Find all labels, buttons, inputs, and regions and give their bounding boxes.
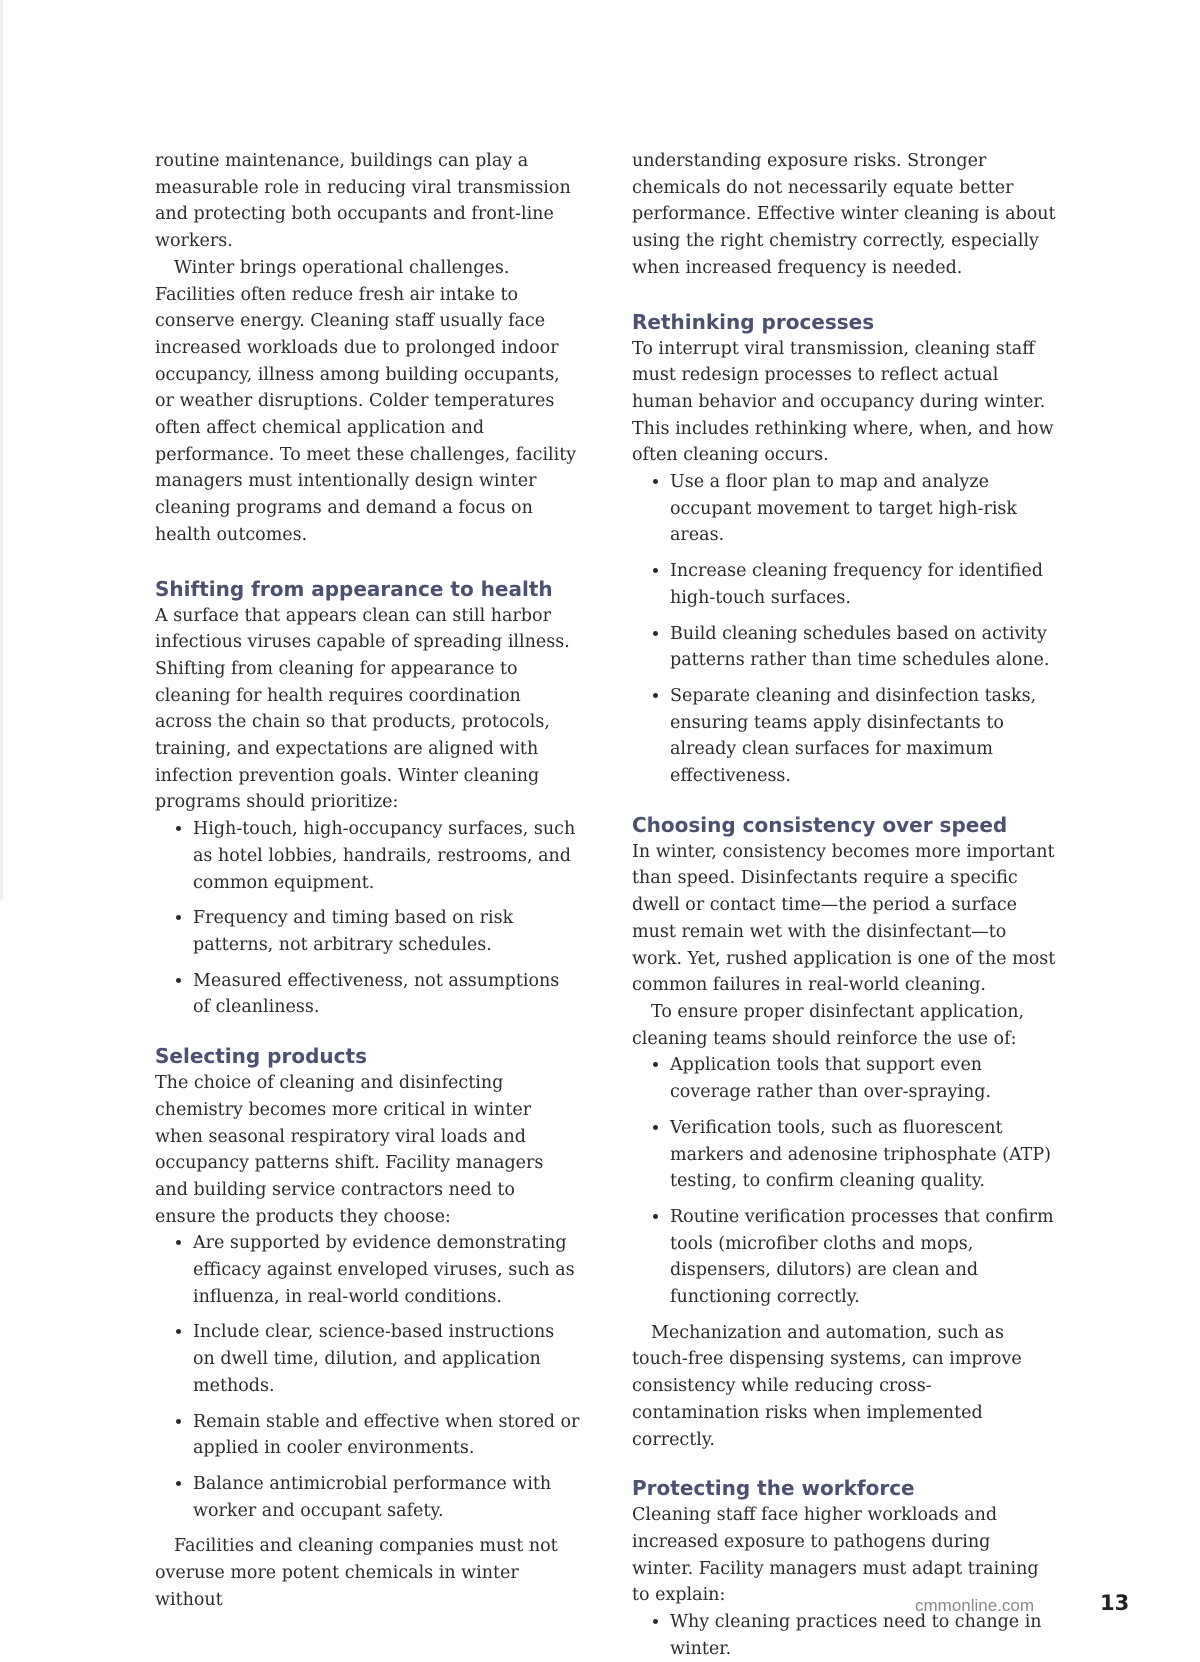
paragraph: Cleaning staff face higher workloads and increased exposure to pathogens during winter. Facility managers must adapt training to explain: — [632, 1505, 1039, 1606]
page-edge — [0, 0, 3, 900]
paragraph: To ensure proper disinfectant application, cleaning teams should reinforce the use of: — [632, 1001, 1025, 1049]
footer-url: cmmonline.com — [915, 1596, 1035, 1615]
list-item: • Use a floor plan to map and analyze occupant movement to target high-risk areas. — [670, 469, 1057, 549]
section-heading-workforce: Protecting the workforce — [632, 1476, 915, 1501]
list-item: • Frequency and timing based on risk patterns, not arbitrary schedules. — [193, 905, 580, 958]
list-item: • Are supported by evidence demonstrating efficacy against enveloped viruses, such as influenza, in real-world conditions. — [193, 1230, 580, 1310]
paragraph: A surface that appears clean can still harbor infectious viruses capable of spreading illness. Shifting from cleaning for appearance to cleaning for health requires coordination across the chain so that products, protocols, training, and expectations are aligned with infection prevention goals. Winter cleaning programs should prioritize: — [155, 605, 570, 813]
right-column — [632, 148, 1057, 1662]
list-item: • Remain stable and effective when stored or applied in cooler environments. — [193, 1409, 580, 1462]
paragraph: The choice of cleaning and disinfecting chemistry becomes more critical in winter when seasonal respiratory viral loads and occupancy patterns shift. Facility managers and building service contractors need to ensure the products they choose: — [155, 1073, 544, 1227]
paragraph: To interrupt viral transmission, cleaning staff must redesign processes to reflect actual human behavior and occupancy during winter. This includes rethinking where, when, and how often cleaning occurs. — [632, 338, 1054, 466]
list-item: • Separate cleaning and disinfection tasks, ensuring teams apply disinfectants to already clean surfaces for maximum effectiveness. — [670, 683, 1057, 790]
bullet-list-consistency — [632, 1052, 1057, 1310]
list-item: • Include clear, science-based instructions on dwell time, dilution, and application methods. — [193, 1319, 580, 1399]
section-heading-rethinking: Rethinking processes — [632, 309, 875, 334]
list-item: • Balance antimicrobial performance with worker and occupant safety. — [193, 1471, 580, 1524]
page-number: 13 — [1100, 1591, 1130, 1615]
list-item: • Why cleaning practices need to change in winter. — [670, 1609, 1057, 1662]
paragraph: routine maintenance, buildings can play a measurable role in reducing viral transmission and protecting both occupants and front-line workers. — [155, 151, 571, 252]
bullet-list-workforce — [632, 1609, 1057, 1662]
left-column — [155, 148, 580, 1613]
section-heading-shifting: Shifting from appearance to health — [155, 576, 553, 601]
paragraph: Winter brings operational challenges. Facilities often reduce fresh air intake to conserve energy. Cleaning staff usually face increased workloads due to prolonged indoor occupancy, illness among building occupants, or weather disruptions. Colder temperatures often affect chemical application and performance. To meet these challenges, facility managers must intentionally design winter cleaning programs and demand a focus on health outcomes. — [155, 257, 577, 545]
list-item: • Application tools that support even coverage rather than over-spraying. — [670, 1052, 1057, 1105]
paragraph: In winter, consistency becomes more important than speed. Disinfectants require a specific dwell or contact time—the period a surface must remain wet with the disinfectant—to work. Yet, rushed application is one of the most common failures in real-world cleaning. — [632, 841, 1056, 996]
bullet-list-products — [155, 1230, 580, 1524]
list-item: • Verification tools, such as fluorescent markers and adenosine triphosphate (ATP) testing, to confirm cleaning quality. — [670, 1115, 1057, 1195]
list-item: • Measured effectiveness, not assumptions of cleanliness. — [193, 968, 580, 1021]
list-item: • Routine verification processes that confirm tools (microfiber cloths and mops, dispensers, dilutors) are clean and functioning correctly. — [670, 1204, 1057, 1311]
list-item: • Increase cleaning frequency for identified high-touch surfaces. — [670, 558, 1057, 611]
section-heading-consistency: Choosing consistency over speed — [632, 812, 1008, 837]
bullet-list-shifting — [155, 816, 580, 1021]
paragraph: Facilities and cleaning companies must not overuse more potent chemicals in winter without — [155, 1536, 558, 1610]
paragraph: Mechanization and automation, such as touch-free dispensing systems, can improve consistency while reducing cross-contamination risks when implemented correctly. — [632, 1322, 1022, 1450]
bullet-list-rethinking — [632, 469, 1057, 790]
section-heading-products: Selecting products — [155, 1044, 367, 1069]
paragraph: understanding exposure risks. Stronger chemicals do not necessarily equate better performance. Effective winter cleaning is about using the right chemistry correctly, especially when increased frequency is needed. — [632, 151, 1056, 278]
list-item: • Build cleaning schedules based on activity patterns rather than time schedules alone. — [670, 621, 1057, 674]
list-item: • High-touch, high-occupancy surfaces, such as hotel lobbies, handrails, restrooms, and common equipment. — [193, 816, 580, 896]
